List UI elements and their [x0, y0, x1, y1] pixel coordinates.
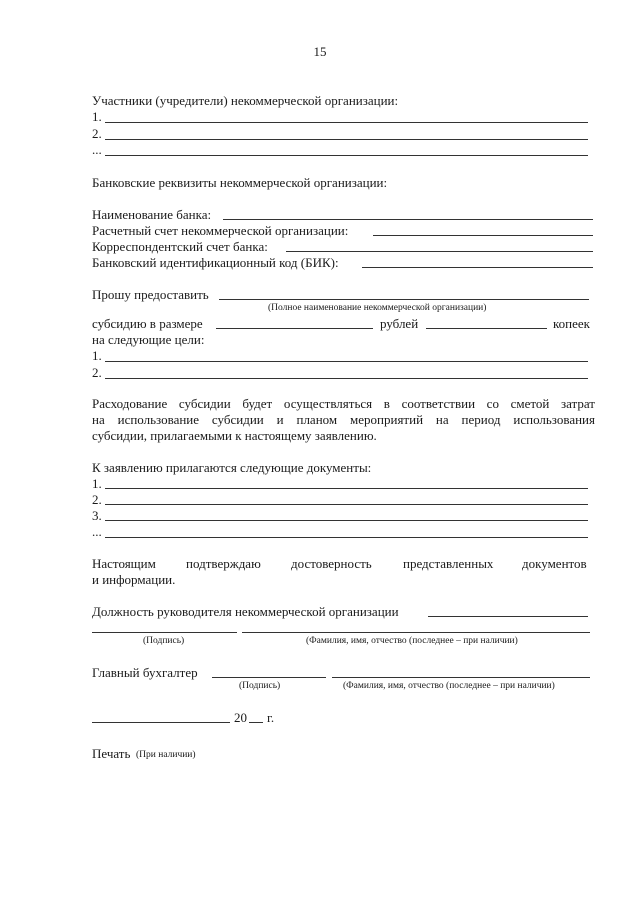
- confirm-word-1: Настоящим: [92, 556, 156, 571]
- confirm-word-4: представленных: [403, 556, 494, 571]
- attachment-marker-more: ...: [92, 524, 102, 539]
- attachments-title: К заявлению прилагаются следующие документы:: [92, 460, 372, 475]
- bank-title: Банковские реквизиты некоммерческой организации:: [92, 175, 388, 190]
- stamp-note: (При наличии): [136, 750, 196, 760]
- spending-line-2: на использование субсидии и планом мероприятий на период использования: [92, 412, 595, 427]
- org-name-line[interactable]: [219, 299, 589, 300]
- head-signature-caption: (Подпись): [143, 636, 185, 646]
- attachment-marker-3: 3.: [92, 508, 102, 523]
- attachment-line-1[interactable]: [105, 488, 588, 489]
- participant-marker-2: 2.: [92, 126, 102, 141]
- rubles-label: рублей: [380, 316, 419, 331]
- request-prefix: Прошу предоставить: [92, 287, 209, 302]
- bank-name-label: Наименование банка:: [92, 207, 212, 222]
- attachment-line-4[interactable]: [105, 537, 588, 538]
- bik-line[interactable]: [362, 267, 593, 268]
- goals-label: на следующие цели:: [92, 332, 205, 347]
- stamp-label: Печать: [92, 746, 131, 761]
- date-year-suffix: г.: [267, 710, 275, 725]
- date-year-prefix: 20: [234, 710, 247, 725]
- head-position-line[interactable]: [428, 616, 588, 617]
- date-day-month-line[interactable]: [92, 722, 230, 723]
- accountant-signature-line[interactable]: [212, 677, 326, 678]
- participants-title: Участники (учредители) некоммерческой организации:: [92, 93, 399, 108]
- attachment-line-2[interactable]: [105, 504, 588, 505]
- goal-marker-2: 2.: [92, 365, 102, 380]
- bik-label: Банковский идентификационный код (БИК):: [92, 255, 339, 270]
- head-signature-line[interactable]: [92, 632, 237, 633]
- subsidy-label: субсидию в размере: [92, 316, 203, 331]
- confirm-word-5: документов: [522, 556, 587, 571]
- accountant-name-line[interactable]: [332, 677, 590, 678]
- spending-line-1: Расходование субсидии будет осуществляться в соответствии со сметой затрат: [92, 396, 595, 411]
- confirm-line-2: и информации.: [92, 572, 176, 587]
- account-label: Расчетный счет некоммерческой организации:: [92, 223, 349, 238]
- confirm-word-3: достоверность: [291, 556, 372, 571]
- corr-account-line[interactable]: [286, 251, 593, 252]
- date-year-line[interactable]: [249, 722, 263, 723]
- participant-line-1[interactable]: [105, 122, 588, 123]
- spending-line-3: субсидии, прилагаемыми к настоящему заявлению.: [92, 428, 377, 443]
- page-number: 15: [313, 44, 327, 59]
- participant-marker-1: 1.: [92, 109, 102, 124]
- goal-marker-1: 1.: [92, 348, 102, 363]
- participant-marker-more: ...: [92, 142, 102, 157]
- head-name-caption: (Фамилия, имя, отчество (последнее – при наличии): [306, 636, 518, 646]
- org-name-caption: (Полное наименование некоммерческой организации): [268, 303, 487, 313]
- confirm-word-2: подтверждаю: [186, 556, 261, 571]
- rubles-line[interactable]: [216, 328, 373, 329]
- kopecks-line[interactable]: [426, 328, 547, 329]
- participant-line-3[interactable]: [105, 155, 588, 156]
- attachment-line-3[interactable]: [105, 520, 588, 521]
- accountant-name-caption: (Фамилия, имя, отчество (последнее – при наличии): [343, 681, 555, 691]
- attachment-marker-1: 1.: [92, 476, 102, 491]
- accountant-signature-caption: (Подпись): [239, 681, 281, 691]
- accountant-label: Главный бухгалтер: [92, 665, 198, 680]
- head-label: Должность руководителя некоммерческой организации: [92, 604, 399, 619]
- participant-line-2[interactable]: [105, 139, 588, 140]
- goal-line-2[interactable]: [105, 378, 588, 379]
- attachment-marker-2: 2.: [92, 492, 102, 507]
- bank-name-line[interactable]: [223, 219, 593, 220]
- head-name-line[interactable]: [242, 632, 590, 633]
- goal-line-1[interactable]: [105, 361, 588, 362]
- account-line[interactable]: [373, 235, 593, 236]
- corr-account-label: Корреспондентский счет банка:: [92, 239, 268, 254]
- kopecks-label: копеек: [553, 316, 590, 331]
